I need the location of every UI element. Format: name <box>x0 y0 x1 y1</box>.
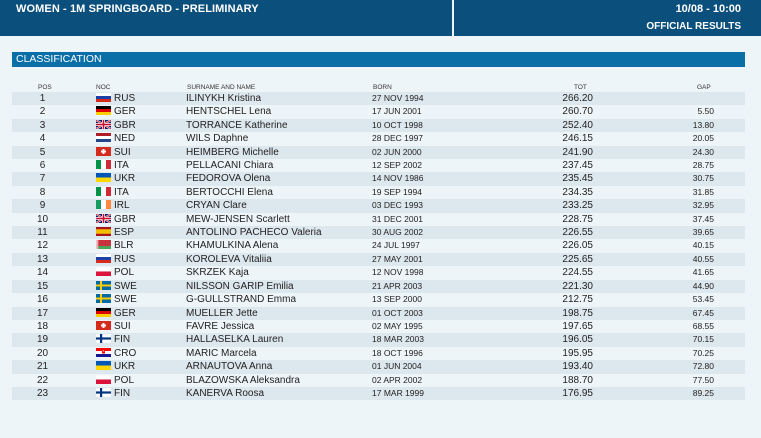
total-score: 235.45 <box>487 172 593 185</box>
athlete-name: KHAMULKINA Alena <box>186 240 279 252</box>
table-row <box>12 293 745 306</box>
row-position: 8 <box>39 186 46 198</box>
total-score: 197.65 <box>562 320 593 332</box>
gap-value: 20.05 <box>692 133 714 144</box>
table-row <box>12 119 745 132</box>
row-position: 18 <box>36 320 49 332</box>
row-position: 20 <box>36 347 49 359</box>
row-noc <box>73 347 186 360</box>
noc-code: SWE <box>114 294 137 306</box>
total-score: 188.70 <box>562 374 593 386</box>
athlete-name: MARIC Marcela <box>186 347 257 359</box>
birth-date: 18 MAR 2003 <box>372 333 487 346</box>
table-row <box>12 213 745 226</box>
table-row <box>12 387 745 400</box>
row-noc <box>73 213 186 226</box>
total-score: 226.55 <box>487 226 593 239</box>
total-score: 224.55 <box>562 267 593 279</box>
row-noc <box>73 320 186 333</box>
row-noc <box>73 92 186 105</box>
row-position: 22 <box>36 374 49 386</box>
gap-value: 53.45 <box>692 294 714 305</box>
birth-date: 01 OCT 2003 <box>372 307 487 320</box>
athlete-name: KOROLEVA Vitaliia <box>186 253 372 266</box>
birth-date: 02 MAY 1995 <box>372 320 423 331</box>
birth-date: 30 AUG 2002 <box>372 226 487 239</box>
header-divider <box>452 0 454 36</box>
athlete-name: MEW-JENSEN Scarlett <box>186 213 290 225</box>
top-header-bar <box>0 0 761 36</box>
noc-code: POL <box>114 267 135 279</box>
gap-value: 40.55 <box>593 253 745 266</box>
table-row <box>12 199 745 212</box>
event-date-time: 10/08 - 10:00 <box>675 3 741 15</box>
athlete-name: ILINYKH Kristina <box>186 92 372 105</box>
total-score: 252.40 <box>487 119 593 132</box>
row-noc <box>73 159 186 172</box>
column-header-gap: GAP <box>697 84 711 91</box>
row-noc <box>73 119 186 132</box>
table-row <box>12 266 745 279</box>
results-table <box>12 92 745 400</box>
birth-date: 21 APR 2003 <box>372 280 487 293</box>
ita-flag-icon <box>96 160 111 169</box>
row-position: 14 <box>36 267 49 279</box>
noc-code: RUS <box>114 253 136 265</box>
table-row <box>12 333 745 346</box>
birth-date: 19 SEP 1994 <box>372 186 422 197</box>
noc-code: SUI <box>114 320 131 332</box>
gbr-flag-icon <box>96 214 111 223</box>
total-score: 196.05 <box>487 333 593 346</box>
athlete-name: BERTOCCHI Elena <box>186 186 273 198</box>
noc-code: ESP <box>114 227 135 239</box>
birth-date: 17 JUN 2001 <box>372 106 422 117</box>
athlete-name: CRYAN Clare <box>186 199 372 212</box>
gap-value: 40.15 <box>692 240 714 251</box>
athlete-name: NILSSON GARIP Emilia <box>186 280 372 293</box>
row-noc <box>73 280 186 293</box>
row-noc <box>73 253 186 266</box>
athlete-name: HALLASELKA Lauren <box>186 333 372 346</box>
noc-code: GER <box>114 307 136 319</box>
birth-date: 27 MAY 2001 <box>372 253 487 266</box>
rus-flag-icon <box>96 93 111 102</box>
birth-date: 12 SEP 2002 <box>372 160 422 171</box>
fin-flag-icon <box>96 334 111 343</box>
noc-code: RUS <box>114 93 136 104</box>
gap-value: 70.25 <box>692 347 714 358</box>
gap-value: 24.30 <box>593 146 745 159</box>
table-row <box>12 347 745 360</box>
gap-value: 5.50 <box>697 106 714 117</box>
birth-date: 24 JUL 1997 <box>372 240 420 251</box>
gap-value: 31.85 <box>692 186 714 197</box>
athlete-name: G-GULLSTRAND Emma <box>186 294 297 306</box>
noc-code: ITA <box>114 186 129 198</box>
classification-section-bar <box>12 52 745 67</box>
table-row <box>12 159 745 172</box>
noc-code: SUI <box>114 146 131 158</box>
athlete-name: FEDOROVA Olena <box>186 172 372 185</box>
gap-value: 13.80 <box>593 119 745 132</box>
table-row <box>12 239 745 252</box>
table-row <box>12 253 745 266</box>
row-position: 21 <box>12 360 73 373</box>
row-noc <box>73 226 186 239</box>
event-title: WOMEN - 1M SPRINGBOARD - PRELIMINARY <box>16 3 259 15</box>
table-row <box>12 92 745 105</box>
row-position: 10 <box>36 213 49 225</box>
gap-value: 39.65 <box>593 226 745 239</box>
row-position: 17 <box>12 307 73 320</box>
table-row <box>12 320 745 333</box>
noc-code: GER <box>114 106 136 118</box>
row-position: 3 <box>12 119 73 132</box>
athlete-name: PELLACANI Chiara <box>186 160 274 172</box>
pol-flag-icon <box>96 267 111 276</box>
row-noc <box>73 374 186 387</box>
total-score: 237.45 <box>562 160 593 172</box>
birth-date: 17 MAR 1999 <box>372 387 487 400</box>
gap-value: 77.50 <box>692 374 714 385</box>
ita-flag-icon <box>96 187 111 196</box>
birth-date: 13 SEP 2000 <box>372 294 422 305</box>
column-header-noc: NOC <box>96 84 111 91</box>
column-header-name: SURNAME AND NAME <box>187 84 256 91</box>
total-score: 226.05 <box>562 240 593 252</box>
total-score: 193.40 <box>487 360 593 373</box>
row-noc <box>73 293 186 306</box>
birth-date: 02 JUN 2000 <box>372 146 487 159</box>
row-noc <box>73 199 186 212</box>
table-row <box>12 146 745 159</box>
sui-flag-icon <box>96 321 111 330</box>
row-noc <box>73 307 186 320</box>
swe-flag-icon <box>96 281 111 290</box>
row-position: 1 <box>12 92 73 105</box>
gap-value: 28.75 <box>692 160 714 171</box>
birth-date: 28 DEC 1997 <box>372 133 424 144</box>
row-position: 2 <box>39 106 46 118</box>
row-noc <box>73 387 186 400</box>
noc-code: BLR <box>114 240 134 252</box>
total-score: 176.95 <box>487 387 593 400</box>
row-position: 11 <box>12 226 73 239</box>
row-position: 13 <box>12 253 73 266</box>
ger-flag-icon <box>96 106 111 115</box>
athlete-name: HENTSCHEL Lena <box>186 106 272 118</box>
noc-code: POL <box>114 374 135 386</box>
pol-flag-icon <box>96 375 111 384</box>
row-position: 6 <box>39 160 46 172</box>
total-score: 233.25 <box>487 199 593 212</box>
row-position: 16 <box>36 294 49 306</box>
noc-code: UKR <box>114 173 136 185</box>
birth-date: 27 NOV 1994 <box>372 92 487 105</box>
gap-value <box>593 92 745 105</box>
total-score: 266.20 <box>487 92 593 105</box>
gbr-flag-icon <box>96 120 111 129</box>
column-header-pos: POS <box>38 84 52 91</box>
athlete-name: TORRANCE Katherine <box>186 119 372 132</box>
table-row <box>12 280 745 293</box>
total-score: 198.75 <box>487 307 593 320</box>
row-noc <box>73 172 186 185</box>
row-noc <box>73 105 186 118</box>
birth-date: 10 OCT 1998 <box>372 119 487 132</box>
gap-value: 68.55 <box>692 320 714 331</box>
birth-date: 02 APR 2002 <box>372 374 423 385</box>
row-noc <box>73 333 186 346</box>
noc-code: ITA <box>114 160 129 172</box>
row-noc <box>73 132 186 145</box>
row-position: 23 <box>12 387 73 400</box>
total-score: 221.30 <box>487 280 593 293</box>
section-title: CLASSIFICATION <box>16 53 102 65</box>
rus-flag-icon <box>96 254 111 263</box>
results-status: OFFICIAL RESULTS <box>646 21 741 32</box>
total-score: 246.15 <box>562 133 593 145</box>
birth-date: 18 OCT 1996 <box>372 347 423 358</box>
row-position: 7 <box>12 172 73 185</box>
gap-value: 70.15 <box>593 333 745 346</box>
ned-flag-icon <box>96 133 111 142</box>
table-row <box>12 374 745 387</box>
table-row <box>12 172 745 185</box>
noc-code: GBR <box>114 119 136 131</box>
gap-value: 67.45 <box>593 307 745 320</box>
column-header-born: BORN <box>373 84 392 91</box>
ukr-flag-icon <box>96 173 111 182</box>
table-row <box>12 226 745 239</box>
gap-value: 41.65 <box>692 267 714 278</box>
gap-value: 37.45 <box>692 213 714 224</box>
noc-code: FIN <box>114 387 131 399</box>
irl-flag-icon <box>96 200 111 209</box>
birth-date: 31 DEC 2001 <box>372 213 424 224</box>
row-noc <box>73 186 186 199</box>
athlete-name: ANTOLINO PACHECO Valeria <box>186 226 372 239</box>
gap-value: 89.25 <box>593 387 745 400</box>
noc-code: IRL <box>114 200 130 212</box>
athlete-name: KANERVA Roosa <box>186 387 372 400</box>
swe-flag-icon <box>96 294 111 303</box>
row-position: 12 <box>36 240 49 252</box>
total-score: 195.95 <box>562 347 593 359</box>
noc-code: UKR <box>114 361 136 373</box>
row-position: 5 <box>12 146 73 159</box>
row-position: 4 <box>39 133 46 145</box>
athlete-name: ARNAUTOVA Anna <box>186 360 372 373</box>
noc-code: SWE <box>114 280 137 292</box>
noc-code: FIN <box>114 334 131 346</box>
noc-code: CRO <box>114 347 137 359</box>
athlete-name: FAVRE Jessica <box>186 320 255 332</box>
birth-date: 03 DEC 1993 <box>372 199 487 212</box>
noc-code: NED <box>114 133 136 145</box>
blr-flag-icon <box>96 240 111 249</box>
row-noc <box>73 360 186 373</box>
ukr-flag-icon <box>96 361 111 370</box>
athlete-name: HEIMBERG Michelle <box>186 146 372 159</box>
total-score: 234.35 <box>562 186 593 198</box>
row-position: 15 <box>12 280 73 293</box>
table-row <box>12 186 745 199</box>
total-score: 212.75 <box>562 294 593 306</box>
birth-date: 14 NOV 1986 <box>372 172 487 185</box>
esp-flag-icon <box>96 227 111 236</box>
birth-date: 12 NOV 1998 <box>372 267 424 278</box>
athlete-name: BLAZOWSKA Aleksandra <box>186 374 300 386</box>
athlete-name: SKRZEK Kaja <box>186 267 249 279</box>
gap-value: 30.75 <box>593 172 745 185</box>
row-position: 19 <box>12 333 73 346</box>
noc-code: GBR <box>114 213 136 225</box>
gap-value: 72.80 <box>593 360 745 373</box>
row-noc <box>73 146 186 159</box>
row-noc <box>73 266 186 279</box>
total-score: 225.65 <box>487 253 593 266</box>
birth-date: 01 JUN 2004 <box>372 360 487 373</box>
sui-flag-icon <box>96 147 111 156</box>
column-header-tot: TOT <box>574 84 587 91</box>
row-position: 9 <box>12 199 73 212</box>
total-score: 241.90 <box>487 146 593 159</box>
total-score: 260.70 <box>562 106 593 118</box>
table-row <box>12 132 745 145</box>
gap-value: 32.95 <box>593 199 745 212</box>
table-row <box>12 105 745 118</box>
fin-flag-icon <box>96 388 111 397</box>
ger-flag-icon <box>96 308 111 317</box>
table-row <box>12 360 745 373</box>
row-noc <box>73 239 186 252</box>
athlete-name: MUELLER Jette <box>186 307 372 320</box>
total-score: 228.75 <box>562 213 593 225</box>
cro-flag-icon <box>96 348 111 357</box>
table-row <box>12 307 745 320</box>
athlete-name: WILS Daphne <box>186 133 249 145</box>
gap-value: 44.90 <box>593 280 745 293</box>
